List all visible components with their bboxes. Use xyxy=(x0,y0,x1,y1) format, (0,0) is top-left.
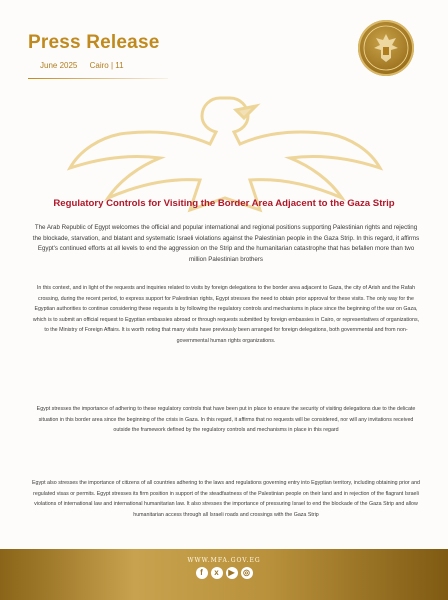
paragraph-4: Egypt also stresses the importance of citizens of all countries adhering to the laws and regulations governing entry into Egyptian territory, including obtaining prior and regulated visas or permits. Egypt stresses its firm position in support of the steadfastness of the Palestinian people on their land and in rejection of the flagrant Israeli violations of international law and international humanitarian law. It also stresses the importance of pressuring Israel to end the blockade of the Gaza Strip and allow humanitarian access through all Israeli roads and crossings with the Gaza Strip xyxy=(32,480,420,518)
instagram-icon[interactable]: ◎ xyxy=(241,567,253,579)
page-title: Press Release xyxy=(28,32,160,53)
footer-band xyxy=(0,549,448,600)
eagle-emblem-icon xyxy=(358,20,414,76)
release-date: June 2025 xyxy=(40,61,78,70)
youtube-icon[interactable]: ▶ xyxy=(226,567,238,579)
release-place: Cairo | 11 xyxy=(89,61,124,70)
ministry-seal-logo xyxy=(358,20,414,76)
dateline xyxy=(40,61,134,70)
document-title: Regulatory Controls for Visiting the Border Area Adjacent to the Gaza Strip xyxy=(53,198,395,209)
footer-website-link[interactable]: WWW.MFA.GOV.EG xyxy=(187,557,261,564)
paragraph-3: Egypt stresses the importance of adhering to these regulatory controls that have been put in place to ensure the security of visiting delegations due to the delicate situation in this border area since the beginning of the crisis in Gaza. In this regard, it affirms that no requests will be considered, nor will any invitations received outside the framework defined by the regulatory controls and mechanisms in place in this regard xyxy=(36,406,416,434)
header-rule xyxy=(28,78,168,79)
header xyxy=(0,0,448,100)
paragraph-2: In this context, and in light of the requests and inquiries related to visits by foreign delegations to the border area adjacent to Gaza, the city of Arish and the Rafah crossing, during the recent period, to express support for Palestinian rights, Egypt stresses the need to obtain prior approval for these visits. The only way for the Egyptian authorities to continue considering these requests is by following the regulatory controls and mechanisms in place since the beginning of the war on Gaza, which is to submit an official request to Egyptian embassies abroad or through requests submitted by foreign embassies in Cairo, or representatives of organizations, to the Ministry of Foreign Affairs. It is worth noting that many visits have previously been arranged for foreign delegations, both governmental and from non-governmental human rights organizations. xyxy=(32,285,420,344)
social-links xyxy=(192,567,256,581)
facebook-icon[interactable]: f xyxy=(196,567,208,579)
x-icon[interactable]: x xyxy=(211,567,223,579)
paragraph-1: The Arab Republic of Egypt welcomes the official and popular international and regional positions supporting Palestinian rights and rejecting the blockade, starvation, and blatant and systematic Israeli violations against the Palestinian people in the Gaza Strip. In this regard, it affirms Egypt's continued efforts at all levels to end the aggression on the Strip and the humanitarian catastrophe that has befallen more than two million Palestinian brothers xyxy=(32,224,420,263)
